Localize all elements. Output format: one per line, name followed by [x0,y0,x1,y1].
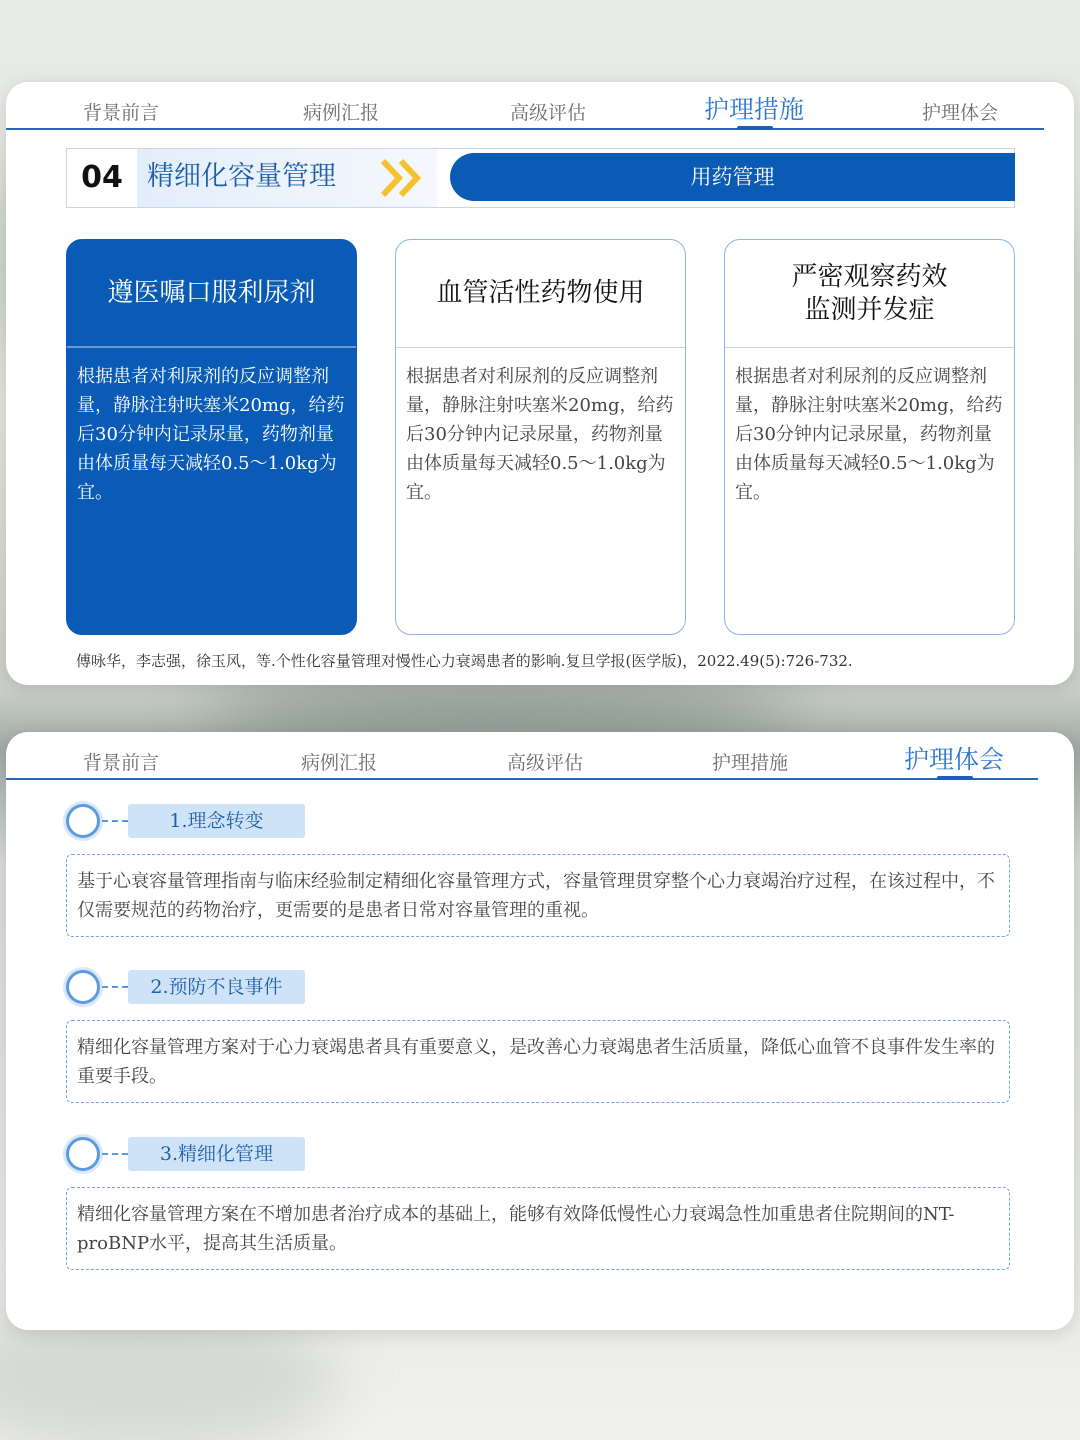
item-label: 3.精细化管理 [128,1137,305,1171]
column-heading: 遵医嘱口服利尿剂 [67,240,356,348]
nav-tab-case-report[interactable]: 病例汇报 [302,102,379,124]
section-header [66,148,1015,208]
item-text-box: 精细化容量管理方案对于心力衰竭患者具有重要意义，是改善心力衰竭患者生活质量，降低心血管不良事件发生率的重要手段。 [66,1020,1010,1103]
nav-tab-background[interactable]: 背景前言 [82,752,159,774]
subsection-pill: 用药管理 [450,153,1015,201]
double-chevron-right-icon [379,157,429,199]
nav-tab-nursing-measures[interactable]: 护理措施 [711,752,788,774]
nav-underline [6,778,1038,780]
slide-nursing-experience [6,732,1074,1330]
bullet-circle-icon [66,1137,100,1171]
nav-tab-case-report[interactable]: 病例汇报 [300,752,377,774]
section-number: 04 [81,160,123,195]
column-oral-diuretics [66,239,357,635]
item-label: 1.理念转变 [128,804,305,838]
background-blob [200,680,800,740]
connector-dash [102,1153,128,1155]
column-body: 根据患者对利尿剂的反应调整剂量，静脉注射呋塞米20mg，给药后30分钟内记录尿量，药物剂量由体质量每天减轻0.5～1.0kg为宜。 [735,366,1003,503]
bullet-circle-icon [66,970,100,1004]
column-body: 根据患者对利尿剂的反应调整剂量，静脉注射呋塞米20mg，给药后30分钟内记录尿量，药物剂量由体质量每天减轻0.5～1.0kg为宜。 [406,366,674,503]
nav-tab-nursing-experience[interactable]: 护理体会 [921,102,998,124]
nav-tab-assessment[interactable]: 高级评估 [509,102,586,124]
nav-underline [6,128,1044,130]
reference-citation: 傅咏华，李志强，徐玉风，等.个性化容量管理对慢性心力衰竭患者的影响.复旦学报(医学版)，2022.49(5):726-732. [76,652,853,670]
nav-tab-nursing-experience[interactable]: 护理体会 [903,745,1004,774]
active-tab-indicator [737,126,773,130]
item-text-box: 基于心衰容量管理指南与临床经验制定精细化容量管理方式，容量管理贯穿整个心力衰竭治疗过程，在该过程中，不仅需要规范的药物治疗，更需要的是患者日常对容量管理的重视。 [66,854,1010,937]
item-label: 2.预防不良事件 [128,970,305,1004]
top-navigation [6,732,1074,780]
column-heading: 严密观察药效 监测并发症 [725,240,1014,348]
column-vasoactive-drugs [395,239,686,635]
active-tab-indicator [937,776,973,780]
connector-dash [102,986,128,988]
column-heading: 血管活性药物使用 [396,240,685,348]
top-navigation [6,82,1074,130]
item-text-box: 精细化容量管理方案在不增加患者治疗成本的基础上，能够有效降低慢性心力衰竭急性加重患者住院期间的NT-proBNP水平，提高其生活质量。 [66,1187,1010,1270]
bullet-circle-icon [66,804,100,838]
nav-tab-assessment[interactable]: 高级评估 [506,752,583,774]
slide-medication-management [6,82,1074,685]
column-monitor-effects [724,239,1015,635]
nav-tab-nursing-measures[interactable]: 护理措施 [703,95,804,124]
column-body: 根据患者对利尿剂的反应调整剂量，静脉注射呋塞米20mg，给药后30分钟内记录尿量，药物剂量由体质量每天减轻0.5～1.0kg为宜。 [77,366,345,503]
connector-dash [102,820,128,822]
nav-tab-background[interactable]: 背景前言 [82,102,159,124]
section-title: 精细化容量管理 [147,161,336,192]
